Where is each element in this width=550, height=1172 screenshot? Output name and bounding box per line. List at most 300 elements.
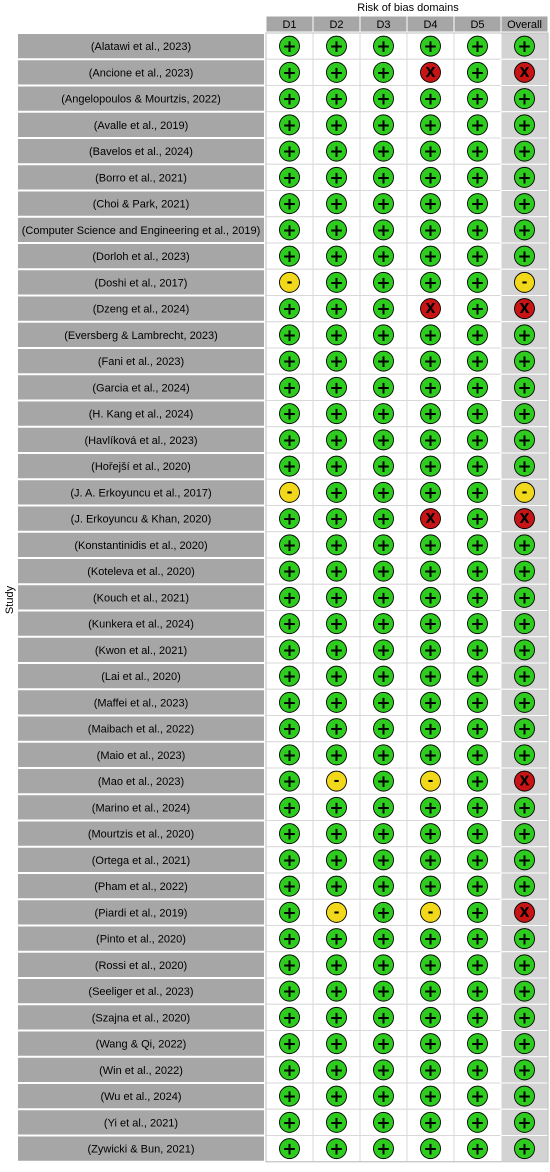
judgement-symbol: +: [329, 247, 344, 268]
judgement-low-risk: [421, 929, 441, 950]
judgement-low-risk: [421, 141, 441, 162]
judgement-low-risk: [374, 535, 394, 556]
judgement-low-risk: [280, 1034, 300, 1055]
judgement-high-risk: [515, 509, 535, 529]
judgement-symbol: +: [423, 693, 438, 714]
judgement-symbol: +: [376, 929, 391, 950]
judgement-symbol: +: [282, 509, 297, 530]
judgement-symbol: +: [423, 719, 438, 740]
judgement-symbol: +: [423, 877, 438, 898]
judgement-some-concerns: [327, 771, 347, 791]
judgement-symbol: +: [282, 798, 297, 819]
judgement-low-risk: [374, 430, 394, 451]
judgement-some-concerns: [421, 771, 441, 791]
judgement-low-risk: [515, 246, 535, 267]
judgement-low-risk: [327, 981, 347, 1002]
study-label: (Konstantinidis et al., 2020): [74, 539, 208, 552]
judgement-symbol: +: [423, 378, 438, 399]
judgement-low-risk: [327, 1034, 347, 1055]
judgement-low-risk: [280, 1007, 300, 1028]
study-label: (Piardi et al., 2019): [94, 907, 188, 920]
judgement-low-risk: [327, 1060, 347, 1081]
judgement-low-risk: [327, 89, 347, 110]
study-label: (Computer Science and Engineering et al., 2019): [21, 224, 261, 237]
judgement-symbol: +: [376, 745, 391, 766]
judgement-low-risk: [515, 850, 535, 871]
domain-header-d3: D3: [376, 19, 391, 31]
judgement-symbol: +: [470, 299, 485, 320]
judgement-low-risk: [280, 587, 300, 608]
judgement-low-risk: [280, 36, 300, 57]
judgement-low-risk: [468, 115, 488, 136]
judgement-symbol: X: [519, 512, 530, 528]
judgement-symbol: +: [329, 824, 344, 845]
judgement-symbol: +: [282, 142, 297, 163]
judgement-low-risk: [468, 1086, 488, 1107]
judgement-symbol: +: [376, 142, 391, 163]
judgement-symbol: +: [282, 220, 297, 241]
judgement-low-risk: [374, 692, 394, 713]
judgement-symbol: +: [282, 982, 297, 1003]
judgement-low-risk: [374, 1060, 394, 1081]
judgement-low-risk: [515, 824, 535, 845]
judgement-symbol: +: [423, 142, 438, 163]
judgement-symbol: +: [470, 273, 485, 294]
judgement-symbol: +: [376, 798, 391, 819]
judgement-low-risk: [374, 745, 394, 766]
judgement-high-risk: [421, 509, 441, 529]
judgement-symbol: X: [519, 302, 530, 318]
judgement-low-risk: [468, 666, 488, 687]
judgement-low-risk: [327, 36, 347, 57]
judgement-low-risk: [327, 640, 347, 661]
judgement-low-risk: [468, 719, 488, 740]
judgement-symbol: +: [376, 168, 391, 189]
judgement-symbol: +: [423, 352, 438, 373]
judgement-symbol: +: [423, 483, 438, 504]
judgement-symbol: +: [423, 562, 438, 583]
judgement-low-risk: [515, 430, 535, 451]
judgement-symbol: +: [329, 562, 344, 583]
judgement-symbol: +: [423, 115, 438, 136]
judgement-low-risk: [374, 141, 394, 162]
judgement-low-risk: [327, 666, 347, 687]
judgement-low-risk: [515, 167, 535, 188]
judgement-symbol: +: [376, 903, 391, 924]
judgement-symbol: +: [470, 1008, 485, 1029]
judgement-low-risk: [468, 876, 488, 897]
study-label: (Pinto et al., 2020): [96, 933, 186, 946]
study-label: (Maio et al., 2023): [96, 749, 186, 762]
judgement-symbol: +: [376, 325, 391, 346]
judgement-low-risk: [515, 929, 535, 950]
judgement-low-risk: [468, 1060, 488, 1081]
judgement-low-risk: [421, 981, 441, 1002]
study-label: (J. Erkoyuncu & Khan, 2020): [70, 513, 212, 526]
judgement-symbol: +: [423, 745, 438, 766]
judgement-low-risk: [468, 220, 488, 241]
judgement-symbol: +: [470, 168, 485, 189]
judgement-symbol: +: [470, 142, 485, 163]
study-label: (Mao et al., 2023): [97, 776, 185, 789]
judgement-symbol: +: [282, 929, 297, 950]
judgement-symbol: +: [423, 220, 438, 241]
judgement-low-risk: [327, 115, 347, 136]
judgement-symbol: +: [376, 667, 391, 688]
judgement-low-risk: [327, 824, 347, 845]
judgement-symbol: +: [423, 1034, 438, 1055]
judgement-low-risk: [327, 745, 347, 766]
judgement-low-risk: [421, 430, 441, 451]
judgement-low-risk: [374, 404, 394, 425]
judgement-symbol: +: [423, 667, 438, 688]
judgement-low-risk: [468, 1112, 488, 1133]
judgement-low-risk: [515, 876, 535, 897]
judgement-symbol: +: [329, 982, 344, 1003]
judgement-symbol: +: [376, 1060, 391, 1081]
judgement-low-risk: [468, 561, 488, 582]
study-label: (Szajna et al., 2020): [91, 1012, 191, 1025]
judgement-low-risk: [468, 299, 488, 320]
study-label: (Kunkera et al., 2024): [88, 618, 194, 631]
study-label: (H. Kang et al., 2024): [88, 408, 194, 421]
judgement-symbol: +: [329, 640, 344, 661]
judgement-low-risk: [468, 929, 488, 950]
judgement-low-risk: [280, 745, 300, 766]
judgement-symbol: +: [282, 115, 297, 136]
judgement-low-risk: [515, 955, 535, 976]
judgement-low-risk: [374, 194, 394, 215]
judgement-symbol: +: [517, 247, 532, 268]
judgement-symbol: +: [517, 457, 532, 478]
judgement-low-risk: [421, 824, 441, 845]
judgement-low-risk: [280, 981, 300, 1002]
judgement-low-risk: [421, 850, 441, 871]
judgement-low-risk: [327, 141, 347, 162]
judgement-symbol: +: [376, 509, 391, 530]
judgement-high-risk: [421, 62, 441, 82]
judgement-symbol: +: [329, 1034, 344, 1055]
judgement-symbol: +: [376, 772, 391, 793]
judgement-symbol: +: [329, 955, 344, 976]
judgement-low-risk: [421, 1086, 441, 1107]
judgement-symbol: +: [282, 772, 297, 793]
judgement-symbol: +: [329, 220, 344, 241]
judgement-symbol: +: [470, 535, 485, 556]
judgement-symbol: +: [376, 1113, 391, 1134]
judgement-symbol: -: [286, 274, 293, 291]
study-label: (Rossi et al., 2020): [94, 959, 188, 972]
judgement-symbol: +: [282, 247, 297, 268]
judgement-symbol: +: [282, 693, 297, 714]
judgement-low-risk: [374, 325, 394, 346]
judgement-low-risk: [280, 902, 300, 923]
judgement-symbol: +: [282, 640, 297, 661]
judgement-symbol: +: [329, 535, 344, 556]
judgement-symbol: +: [329, 325, 344, 346]
judgement-low-risk: [468, 824, 488, 845]
judgement-symbol: +: [282, 667, 297, 688]
judgement-symbol: +: [517, 850, 532, 871]
judgement-low-risk: [421, 614, 441, 635]
judgement-symbol: -: [521, 274, 528, 291]
judgement-symbol: +: [282, 325, 297, 346]
judgement-low-risk: [515, 614, 535, 635]
judgement-symbol: +: [376, 247, 391, 268]
judgement-low-risk: [374, 561, 394, 582]
judgement-low-risk: [515, 456, 535, 477]
study-label: (Borro et al., 2021): [95, 172, 187, 185]
study-label: (Choi & Park, 2021): [92, 198, 190, 211]
judgement-low-risk: [327, 246, 347, 267]
judgement-symbol: +: [470, 824, 485, 845]
judgement-symbol: +: [329, 89, 344, 110]
judgement-high-risk: [515, 771, 535, 791]
judgement-low-risk: [327, 194, 347, 215]
judgement-low-risk: [468, 36, 488, 57]
judgement-low-risk: [374, 640, 394, 661]
judgement-symbol: +: [329, 378, 344, 399]
judgement-low-risk: [468, 771, 488, 792]
judgement-symbol: +: [329, 404, 344, 425]
judgement-low-risk: [374, 36, 394, 57]
judgement-low-risk: [327, 561, 347, 582]
judgement-low-risk: [374, 981, 394, 1002]
judgement-low-risk: [374, 246, 394, 267]
judgement-low-risk: [280, 850, 300, 871]
judgement-symbol: X: [425, 65, 436, 81]
judgement-low-risk: [327, 62, 347, 83]
judgement-low-risk: [421, 220, 441, 241]
judgement-high-risk: [515, 902, 535, 922]
study-label: (Bavelos et al., 2024): [89, 146, 193, 159]
judgement-low-risk: [421, 325, 441, 346]
judgement-symbol: +: [517, 89, 532, 110]
judgement-low-risk: [515, 561, 535, 582]
judgement-symbol: +: [423, 194, 438, 215]
judgement-symbol: +: [329, 850, 344, 871]
judgement-low-risk: [421, 535, 441, 556]
study-label: (Dorloh et al., 2023): [92, 251, 190, 264]
judgement-low-risk: [280, 509, 300, 530]
judgement-low-risk: [374, 666, 394, 687]
judgement-low-risk: [421, 456, 441, 477]
judgement-symbol: +: [423, 955, 438, 976]
judgement-low-risk: [468, 482, 488, 503]
judgement-symbol: -: [286, 484, 293, 501]
judgement-high-risk: [421, 299, 441, 319]
judgement-low-risk: [468, 89, 488, 110]
judgement-low-risk: [280, 220, 300, 241]
judgement-symbol: +: [423, 37, 438, 58]
judgement-symbol: +: [376, 719, 391, 740]
judgement-low-risk: [421, 89, 441, 110]
domain-header-d2: D2: [329, 19, 344, 31]
judgement-low-risk: [421, 351, 441, 372]
judgement-low-risk: [515, 587, 535, 608]
study-label: (Ortega et al., 2021): [91, 854, 191, 867]
judgement-low-risk: [327, 167, 347, 188]
judgement-low-risk: [468, 246, 488, 267]
judgement-symbol: +: [517, 982, 532, 1003]
judgement-low-risk: [280, 929, 300, 950]
judgement-symbol: +: [329, 194, 344, 215]
judgement-symbol: +: [470, 352, 485, 373]
judgement-symbol: +: [376, 378, 391, 399]
judgement-low-risk: [374, 299, 394, 320]
judgement-symbol: +: [470, 562, 485, 583]
judgement-low-risk: [421, 640, 441, 661]
judgement-low-risk: [374, 1139, 394, 1160]
judgement-low-risk: [468, 955, 488, 976]
judgement-symbol: +: [282, 89, 297, 110]
judgement-symbol: +: [282, 63, 297, 84]
judgement-low-risk: [468, 167, 488, 188]
judgement-low-risk: [374, 771, 394, 792]
judgement-symbol: +: [470, 640, 485, 661]
judgement-low-risk: [374, 509, 394, 530]
judgement-low-risk: [280, 89, 300, 110]
judgement-low-risk: [421, 404, 441, 425]
judgement-symbol: +: [470, 37, 485, 58]
judgement-symbol: +: [470, 1113, 485, 1134]
judgement-low-risk: [327, 404, 347, 425]
judgement-low-risk: [421, 692, 441, 713]
judgement-symbol: +: [517, 1113, 532, 1134]
judgement-low-risk: [515, 1034, 535, 1055]
judgement-symbol: +: [282, 850, 297, 871]
domain-header-overall: Overall: [507, 19, 542, 31]
judgement-low-risk: [374, 955, 394, 976]
judgement-low-risk: [280, 824, 300, 845]
judgement-symbol: +: [517, 378, 532, 399]
judgement-symbol: +: [423, 168, 438, 189]
judgement-symbol: +: [517, 430, 532, 451]
judgement-low-risk: [515, 36, 535, 57]
judgement-symbol: +: [470, 325, 485, 346]
judgement-symbol: +: [329, 1060, 344, 1081]
judgement-symbol: +: [470, 378, 485, 399]
judgement-symbol: +: [376, 1139, 391, 1160]
study-label: (Zywicki & Bun, 2021): [87, 1143, 195, 1156]
judgement-symbol: +: [517, 640, 532, 661]
judgement-symbol: +: [470, 850, 485, 871]
judgement-low-risk: [280, 430, 300, 451]
judgement-some-concerns: [515, 272, 535, 292]
judgement-low-risk: [515, 745, 535, 766]
judgement-low-risk: [421, 482, 441, 503]
judgement-low-risk: [327, 220, 347, 241]
judgement-symbol: +: [517, 719, 532, 740]
judgement-symbol: +: [423, 89, 438, 110]
judgement-symbol: +: [517, 115, 532, 136]
judgement-low-risk: [468, 141, 488, 162]
judgement-symbol: +: [329, 588, 344, 609]
judgement-symbol: +: [423, 588, 438, 609]
judgement-low-risk: [374, 1034, 394, 1055]
judgement-low-risk: [280, 351, 300, 372]
judgement-symbol: +: [376, 1087, 391, 1108]
judgement-low-risk: [327, 955, 347, 976]
judgement-low-risk: [374, 614, 394, 635]
judgement-low-risk: [280, 1139, 300, 1160]
judgement-low-risk: [421, 1034, 441, 1055]
judgement-low-risk: [515, 1060, 535, 1081]
judgement-high-risk: [515, 299, 535, 319]
study-label: (Fani et al., 2023): [97, 356, 185, 369]
judgement-low-risk: [421, 36, 441, 57]
judgement-symbol: +: [470, 982, 485, 1003]
judgement-symbol: +: [423, 982, 438, 1003]
judgement-low-risk: [468, 456, 488, 477]
judgement-symbol: +: [376, 430, 391, 451]
judgement-symbol: +: [423, 824, 438, 845]
judgement-symbol: +: [329, 273, 344, 294]
judgement-symbol: -: [333, 773, 340, 790]
judgement-symbol: +: [282, 1060, 297, 1081]
judgement-high-risk: [515, 62, 535, 82]
judgement-symbol: +: [329, 1087, 344, 1108]
domain-header-d1: D1: [282, 19, 297, 31]
judgement-low-risk: [374, 377, 394, 398]
judgement-symbol: +: [517, 929, 532, 950]
judgement-low-risk: [280, 299, 300, 320]
domain-header-d5: D5: [470, 19, 485, 31]
judgement-low-risk: [421, 719, 441, 740]
judgement-low-risk: [468, 535, 488, 556]
judgement-low-risk: [374, 876, 394, 897]
judgement-low-risk: [374, 797, 394, 818]
study-label: (Pham et al., 2022): [94, 881, 188, 894]
judgement-symbol: +: [282, 352, 297, 373]
judgement-symbol: +: [329, 929, 344, 950]
judgement-symbol: +: [517, 352, 532, 373]
judgement-symbol: +: [329, 142, 344, 163]
judgement-symbol: +: [517, 667, 532, 688]
judgement-low-risk: [327, 509, 347, 530]
judgement-symbol: +: [329, 457, 344, 478]
judgement-low-risk: [468, 430, 488, 451]
judgement-low-risk: [468, 325, 488, 346]
judgement-symbol: +: [376, 877, 391, 898]
judgement-symbol: +: [423, 404, 438, 425]
judgement-low-risk: [468, 404, 488, 425]
judgement-low-risk: [515, 194, 535, 215]
judgement-symbol: +: [282, 1113, 297, 1134]
judgement-symbol: +: [376, 37, 391, 58]
judgement-low-risk: [468, 62, 488, 83]
judgement-low-risk: [421, 246, 441, 267]
study-label: (Marino et al., 2024): [91, 802, 191, 815]
judgement-low-risk: [421, 272, 441, 293]
judgement-symbol: +: [282, 745, 297, 766]
judgement-low-risk: [374, 1112, 394, 1133]
judgement-symbol: +: [376, 955, 391, 976]
judgement-low-risk: [280, 876, 300, 897]
judgement-symbol: +: [470, 929, 485, 950]
judgement-low-risk: [515, 1112, 535, 1133]
judgement-symbol: +: [470, 1087, 485, 1108]
judgement-symbol: +: [517, 614, 532, 635]
judgement-low-risk: [280, 955, 300, 976]
judgement-symbol: +: [329, 1113, 344, 1134]
judgement-low-risk: [280, 404, 300, 425]
judgement-symbol: +: [329, 168, 344, 189]
domain-header-d4: D4: [423, 19, 438, 31]
judgement-symbol: -: [521, 484, 528, 501]
study-label: (Mourtzis et al., 2020): [87, 828, 195, 841]
judgement-symbol: -: [427, 904, 434, 921]
